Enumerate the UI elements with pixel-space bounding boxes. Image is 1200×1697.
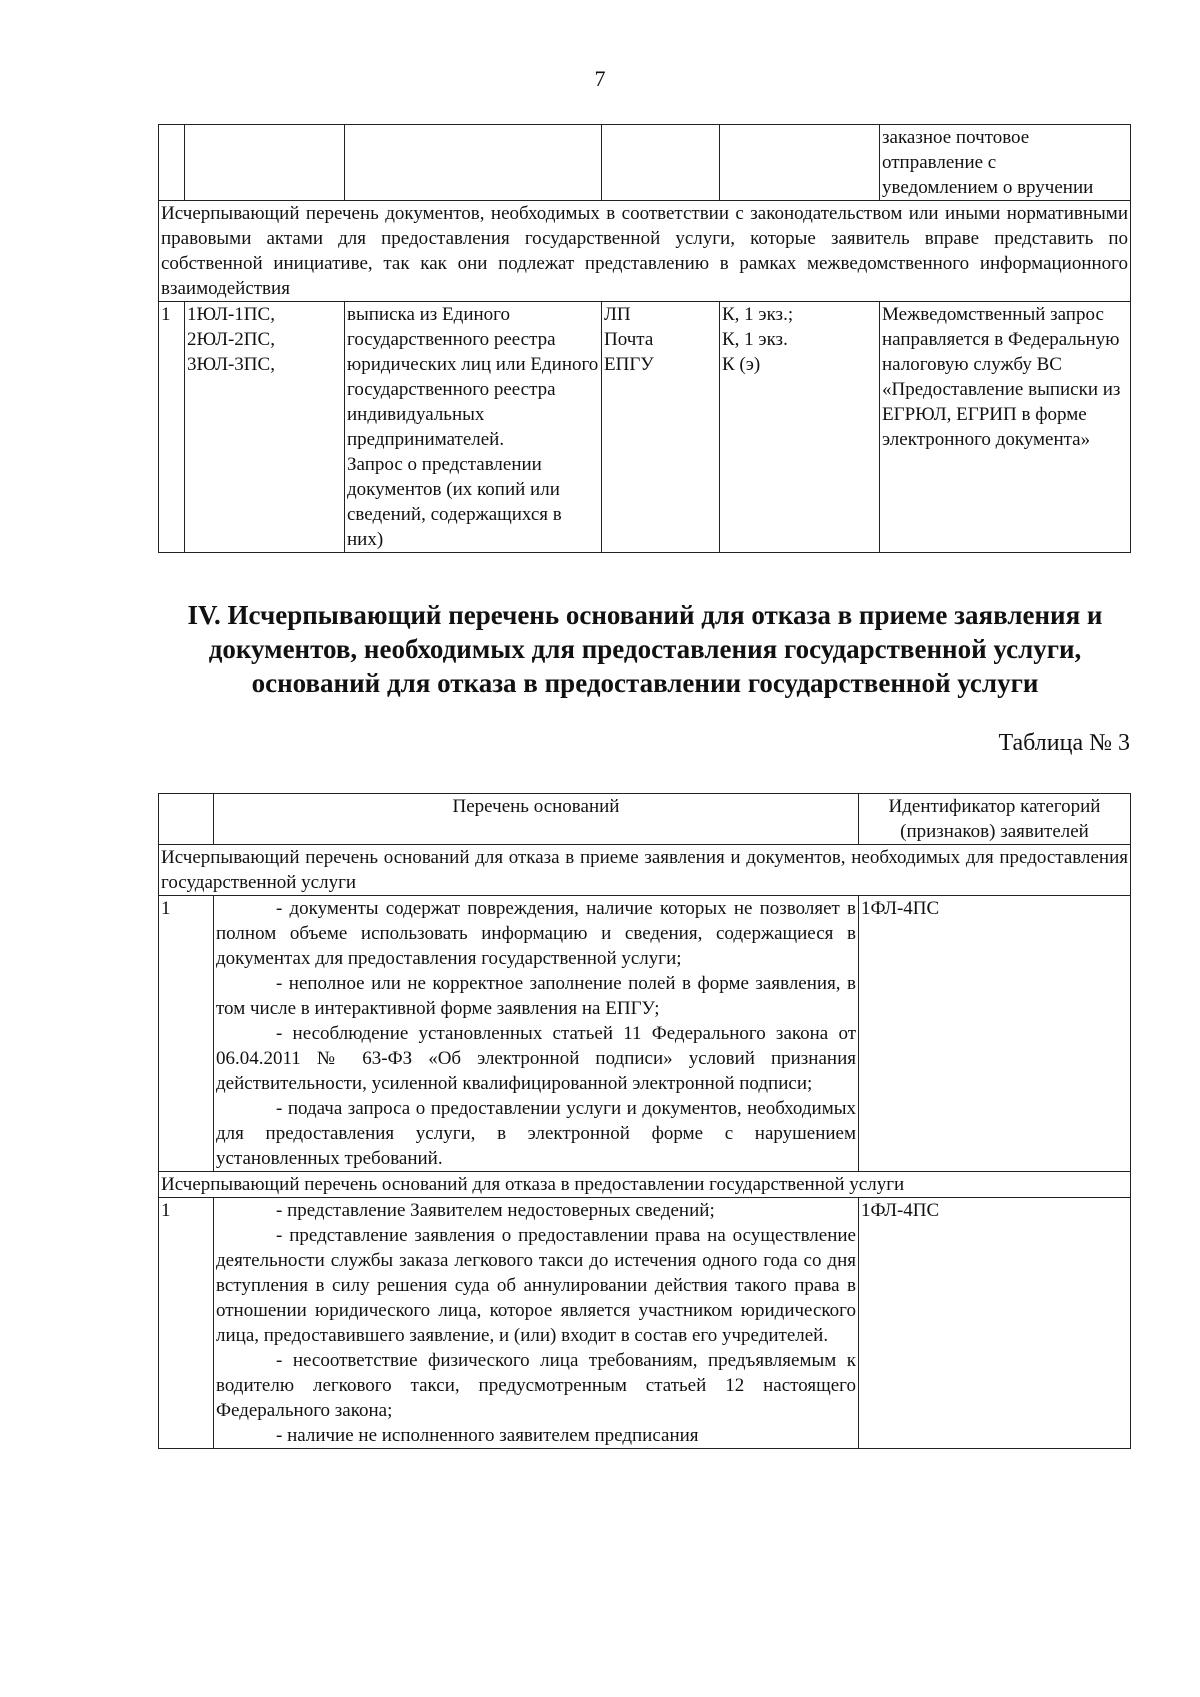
submission-channels: ЛП Почта ЕПГУ xyxy=(602,302,720,553)
list-item: - несоблюдение установленных статьей 11 Федерального закона от 06.04.2011 № 63-ФЗ «Об электронной подписи» условий признания действительности, усиленной квалифицированной электронной подписи; xyxy=(216,1023,856,1094)
document-description: выписка из Единого государственного реестра юридических лиц или Единого государственного реестра индивидуальных предпринимателей. Запрос о представлении документов (их копий или сведений, содержащихся в них) xyxy=(345,302,602,553)
list-item: - наличие не исполненного заявителем предписания xyxy=(276,1425,699,1446)
table-row xyxy=(159,302,1131,553)
column-header-grounds: Перечень оснований xyxy=(214,794,859,845)
section-header: Исчерпывающий перечень документов, необходимых в соответствии с законодательством или иными нормативными правовыми актами для предоставления государственной услуги, которые заявитель вправе представить по собственной инициативе, так как они подлежат представлению в рамках межведомственного информационного взаимодействия xyxy=(159,201,1131,302)
grounds-list xyxy=(214,1198,859,1449)
row-number: 1 xyxy=(159,1198,214,1449)
applicant-category: 1ФЛ-4ПС xyxy=(859,896,1131,1172)
table-row xyxy=(159,1172,1131,1198)
list-item: - представление заявления о предоставлении права на осуществление деятельности службы заказа легкового такси до истечения одного года со дня вступления в силу решения суда об аннулировании действия такого права в отношении юридического лица, которое является участником юридического лица, предоставившего заявление, и (или) входит в состав его учредителей. xyxy=(216,1225,856,1346)
section-title-reception: Исчерпывающий перечень оснований для отказа в приеме заявления и документов, необходимых для предоставления государственной услуги xyxy=(159,845,1131,896)
table-header-row xyxy=(159,794,1131,845)
delivery-method-cell: заказное почтовое отправление с уведомлением о вручении xyxy=(880,125,1131,201)
section-heading-line: IV. Исчерпывающий перечень оснований для отказа в приеме заявления и xyxy=(187,600,1103,630)
row-number: 1 xyxy=(159,302,185,553)
list-item: - документы содержат повреждения, наличие которых не позволяет в полном объеме использовать информацию и сведения, содержащиеся в документах для предоставления государственной услуги; xyxy=(216,898,856,969)
section-title-refusal: Исчерпывающий перечень оснований для отказа в предоставлении государственной услуги xyxy=(159,1172,1131,1198)
section-heading xyxy=(150,598,1140,700)
page-number: 7 xyxy=(594,66,606,91)
list-item: - неполное или не корректное заполнение полей в форме заявления, в том числе в интерактивной форме заявления на ЕПГУ; xyxy=(216,973,856,1019)
row-number: 1 xyxy=(159,896,214,1172)
table-row xyxy=(159,896,1131,1172)
table-row xyxy=(159,201,1131,302)
table-row xyxy=(159,1198,1131,1449)
table-label: Таблица № 3 xyxy=(998,730,1130,756)
section-heading-line: документов, необходимых для предоставления государственной услуги, xyxy=(208,634,1082,664)
list-item: - несоответствие физического лица требованиям, предъявляемым к водителю легкового такси, предусмотренным статьей 12 настоящего Федерального закона; xyxy=(216,1350,856,1421)
column-header-category: Идентификатор категорий (признаков) заявителей xyxy=(859,794,1131,845)
interagency-note: Межведомственный запрос направляется в Федеральную налоговую службу ВС «Предоставление выписки из ЕГРЮЛ, ЕГРИП в форме электронного документа» xyxy=(880,302,1131,553)
copies-info: К, 1 экз.; К, 1 экз. К (э) xyxy=(720,302,880,553)
list-item: - подача запроса о предоставлении услуги и документов, необходимых для предоставления услуги, в электронной форме с нарушением установленных требований. xyxy=(216,1098,856,1169)
documents-table xyxy=(158,124,1131,553)
applicant-codes: 1ЮЛ-1ПС, 2ЮЛ-2ПС, 3ЮЛ-3ПС, xyxy=(185,302,345,553)
section-heading-line: оснований для отказа в предоставлении государственной услуги xyxy=(251,668,1039,698)
refusal-grounds-table xyxy=(158,793,1131,1449)
grounds-list xyxy=(214,896,859,1172)
table-row xyxy=(159,125,1131,201)
list-item: - представление Заявителем недостоверных сведений; xyxy=(276,1200,715,1221)
table-row xyxy=(159,845,1131,896)
applicant-category: 1ФЛ-4ПС xyxy=(859,1198,1131,1449)
